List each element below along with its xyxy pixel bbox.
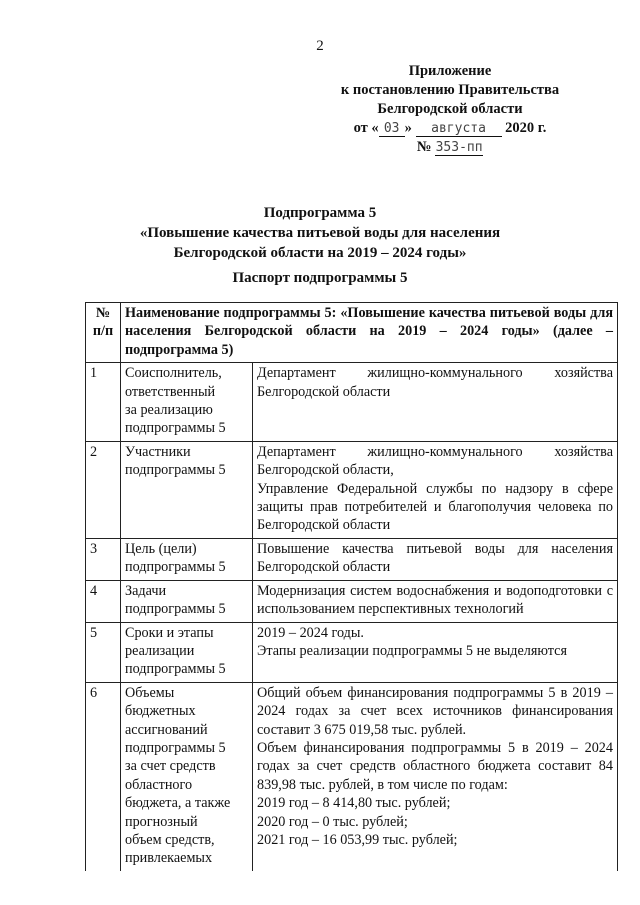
- appendix-number-line: [300, 138, 600, 157]
- row-value: [253, 682, 618, 871]
- appendix-date-line: [300, 119, 600, 138]
- row-name-line: Цель (цели): [125, 540, 197, 557]
- row-value-paragraph: 2021 год – 16 053,99 тыс. рублей;: [257, 831, 458, 848]
- row-name-line: Задачи: [125, 582, 167, 599]
- header-num: № п/п: [86, 303, 121, 363]
- row-name-line: прогнозный: [125, 813, 198, 830]
- row-name: [121, 682, 253, 871]
- appendix-block: [300, 62, 600, 157]
- row-name-line: бюджета, а также: [125, 795, 231, 812]
- row-name-line: Сроки и этапы: [125, 624, 214, 641]
- row-name-line: реализации: [125, 642, 195, 659]
- date-day: 03: [379, 121, 405, 137]
- row-value: [253, 580, 618, 622]
- passport-table: [85, 302, 618, 871]
- table-row: [86, 441, 618, 538]
- row-name: [121, 363, 253, 442]
- row-number: 2: [86, 441, 121, 538]
- row-value-paragraph: 2019 – 2024 годы.: [257, 624, 364, 641]
- row-value-paragraph: 2020 год – 0 тыс. рублей;: [257, 813, 408, 830]
- row-name: [121, 580, 253, 622]
- appendix-line-3: Белгородской области: [377, 101, 523, 117]
- table-header-row: [86, 303, 618, 363]
- appendix-line-1: Приложение: [408, 63, 492, 79]
- row-name-line: Соисполнитель,: [125, 365, 222, 382]
- table-row: [86, 622, 618, 682]
- row-value-paragraph: Департамент жилищно-коммунального хозяйства Белгородской области: [257, 365, 613, 400]
- row-number: 5: [86, 622, 121, 682]
- subprogram-title: [0, 203, 640, 263]
- row-name-line: подпрограммы 5: [125, 739, 226, 756]
- row-name-line: ответственный: [125, 383, 216, 400]
- table-row: [86, 538, 618, 580]
- row-value-paragraph: Этапы реализации подпрограммы 5 не выделяются: [257, 642, 567, 659]
- row-name: [121, 622, 253, 682]
- row-name-line: подпрограммы 5: [125, 559, 226, 576]
- row-value-paragraph: Объем финансирования подпрограммы 5 в 2019 – 2024 годах за счет средств областного бюджета составит 84 839,98 тыс. рублей, в том числе по годам:: [257, 739, 613, 793]
- row-name-line: подпрограммы 5: [125, 661, 226, 678]
- date-year: 2020 г.: [505, 120, 547, 136]
- row-value-paragraph: Модернизация систем водоснабжения и водоподготовки с использованием перспективных технологий: [257, 582, 613, 618]
- row-number: 1: [86, 363, 121, 442]
- row-number: 3: [86, 538, 121, 580]
- row-number: 6: [86, 682, 121, 871]
- row-name-line: привлекаемых: [125, 850, 213, 867]
- row-name: [121, 538, 253, 580]
- title-line-2: «Повышение качества питьевой воды для населения: [139, 225, 501, 241]
- row-name: [121, 441, 253, 538]
- date-mid: »: [404, 120, 412, 136]
- header-title: Наименование подпрограммы 5: «Повышение качества питьевой воды для населения Белгородской области на 2019 – 2024 годы» (далее – подпрограмма 5): [121, 303, 618, 363]
- row-value-paragraph: 2019 год – 8 414,80 тыс. рублей;: [257, 795, 451, 812]
- passport-heading: Паспорт подпрограммы 5: [232, 270, 408, 286]
- number-prefix: №: [416, 139, 432, 155]
- row-value: [253, 363, 618, 442]
- row-name-line: подпрограммы 5: [125, 601, 226, 618]
- row-name-line: Участники: [125, 443, 191, 460]
- row-value-paragraph: Управление Федеральной службы по надзору в сфере защиты прав потребителей и благополучия человека по Белгородской области: [257, 480, 613, 534]
- appendix-line-2: к постановлению Правительства: [340, 82, 560, 98]
- title-line-1: Подпрограмма 5: [263, 205, 377, 221]
- table-row: [86, 363, 618, 442]
- table-row: [86, 580, 618, 622]
- row-name-line: за реализацию: [125, 402, 213, 419]
- row-number: 4: [86, 580, 121, 622]
- row-value: [253, 441, 618, 538]
- date-month: августа: [416, 121, 502, 137]
- row-value: [253, 538, 618, 580]
- row-name-line: областного: [125, 776, 193, 793]
- row-value-paragraph: Общий объем финансирования подпрограммы 5 в 2019 – 2024 годах за счет всех источников финансирования составит 3 675 019,58 тыс. рублей.: [257, 684, 613, 738]
- document-number: 353-пп: [435, 140, 483, 155]
- row-value-paragraph: Департамент жилищно-коммунального хозяйства Белгородской области,: [257, 443, 613, 479]
- row-value-paragraph: Повышение качества питьевой воды для населения Белгородской области: [257, 540, 613, 576]
- row-name-line: за счет средств: [125, 758, 216, 775]
- row-value: [253, 622, 618, 682]
- row-name-line: объем средств,: [125, 831, 215, 848]
- passport-table-body: [86, 303, 618, 871]
- row-name-line: подпрограммы 5: [125, 462, 226, 479]
- row-name-line: Объемы: [125, 684, 175, 701]
- table-row: [86, 682, 618, 871]
- page-number: 2: [316, 38, 324, 54]
- row-name-line: бюджетных: [125, 703, 196, 720]
- title-line-3: Белгородской области на 2019 – 2024 годы»: [173, 245, 467, 261]
- row-name-line: ассигнований: [125, 721, 208, 738]
- row-name-line: подпрограммы 5: [125, 420, 226, 437]
- date-prefix: от «: [353, 120, 379, 136]
